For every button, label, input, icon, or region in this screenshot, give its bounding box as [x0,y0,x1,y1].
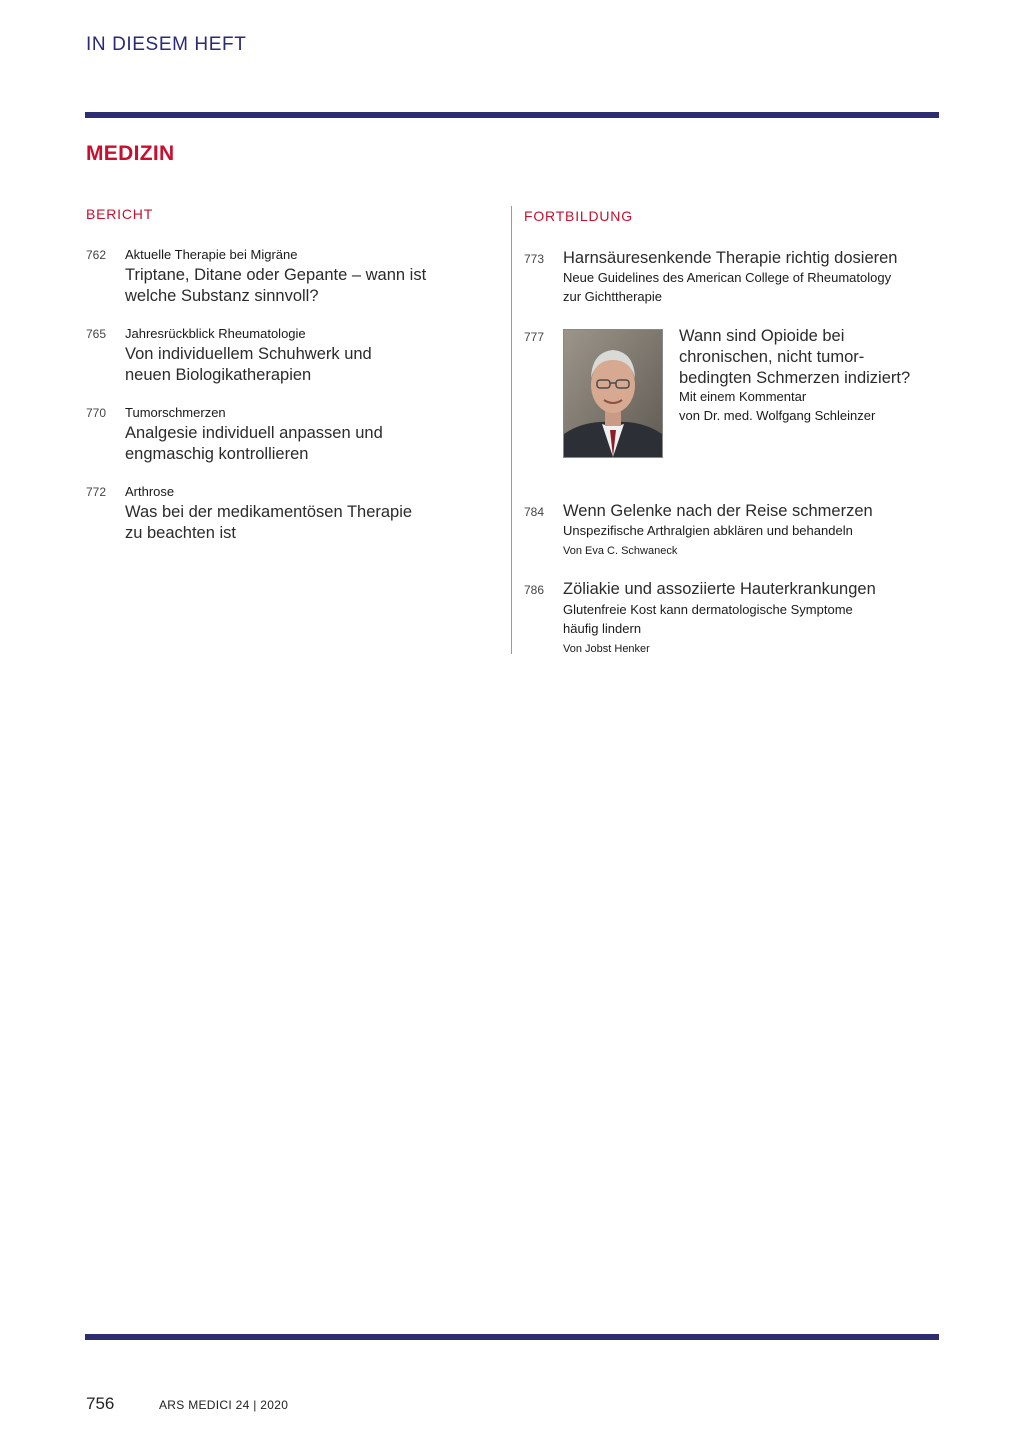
title-line: bedingten Schmerzen indiziert? [679,369,911,387]
header-title: IN DIESEM HEFT [86,34,247,55]
title-line: Harnsäuresenkende Therapie richtig dosieren [563,249,898,267]
article-subtitle [563,600,853,638]
subtitle-line: von Dr. med. Wolfgang Schleinzer [679,408,876,423]
article-kicker: Jahresrückblick Rheumatologie [125,326,306,341]
article-title[interactable] [563,579,876,600]
article-kicker: Aktuelle Therapie bei Migräne [125,247,298,262]
footer-page-number: 756 [86,1394,115,1413]
section-title: MEDIZIN [86,142,175,165]
subtitle-line: Neue Guidelines des American College of Rheumatology [563,270,892,285]
title-line: Von individuellem Schuhwerk und [125,345,372,363]
footer-magazine: ARS MEDICI 24 | 2020 [159,1398,289,1412]
page-number: 773 [524,252,545,266]
title-line: Wenn Gelenke nach der Reise schmerzen [563,502,873,520]
title-line: chronischen, nicht tumor- [679,348,865,366]
subtitle-line: Unspezifische Arthralgien abklären und behandeln [563,523,853,538]
page-number: 765 [86,327,107,341]
article-subtitle [563,268,891,306]
page-number: 770 [86,406,107,420]
portrait-image [564,330,662,457]
bottom-divider [85,1334,939,1340]
page-number: 777 [524,330,545,344]
column-heading-fortbildung: FORTBILDUNG [524,208,633,224]
subtitle-line: Mit einem Kommentar [679,389,807,404]
subtitle-line: Glutenfreie Kost kann dermatologische Symptome [563,602,853,617]
article-title[interactable] [679,326,910,389]
article-author: Von Eva C. Schwaneck [563,545,678,557]
page-number: 786 [524,583,545,597]
article-title[interactable] [125,344,372,386]
page-number: 772 [86,485,107,499]
article-title[interactable] [563,248,897,269]
title-line: engmaschig kontrollieren [125,445,309,463]
article-subtitle [679,387,875,425]
article-title[interactable] [125,502,412,544]
article-subtitle [563,521,853,540]
article-kicker: Arthrose [125,484,175,499]
title-line: Wann sind Opioide bei [679,327,845,345]
subtitle-line: häufig lindern [563,621,642,636]
title-line: Zöliakie und assoziierte Hauterkrankungen [563,580,876,598]
top-divider [85,112,939,118]
article-kicker: Tumorschmerzen [125,405,226,420]
title-line: zu beachten ist [125,524,236,542]
title-line: Triptane, Ditane oder Gepante – wann ist [125,266,427,284]
article-title[interactable] [563,501,873,522]
column-divider [511,206,512,654]
article-author: Von Jobst Henker [563,643,650,655]
subtitle-line: zur Gichttherapie [563,289,662,304]
article-title[interactable] [125,423,383,465]
title-line: Was bei der medikamentösen Therapie [125,503,413,521]
column-heading-bericht: BERICHT [86,206,154,222]
author-photo [563,329,663,458]
article-title[interactable] [125,265,426,307]
title-line: neuen Biologikatherapien [125,366,312,384]
title-line: welche Substanz sinnvoll? [125,287,319,305]
page-number: 762 [86,248,107,262]
title-line: Analgesie individuell anpassen und [125,424,383,442]
page-number: 784 [524,505,545,519]
